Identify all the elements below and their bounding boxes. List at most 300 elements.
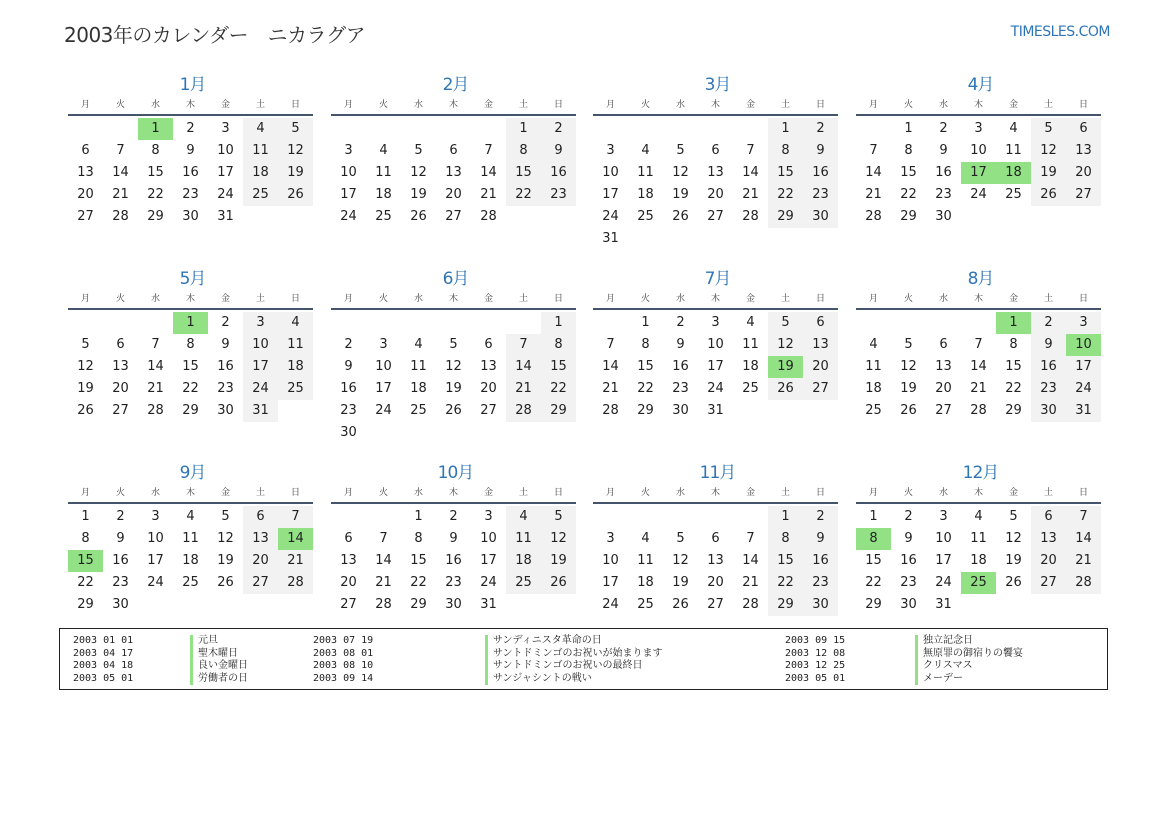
day-cell[interactable]: 3 [221,121,230,136]
day-cell[interactable]: 2 [449,509,458,524]
day-cell[interactable]: 28 [278,572,313,594]
day-cell[interactable]: 7 [278,506,313,528]
day-cell[interactable]: 23 [112,575,129,590]
day-cell[interactable]: 12 [672,553,689,568]
day-cell[interactable]: 29 [900,209,917,224]
day-cell[interactable]: 29 [1005,403,1022,418]
day-cell[interactable]: 24 [147,575,164,590]
day-cell[interactable]: 16 [340,381,357,396]
day-cell[interactable]: 29 [147,209,164,224]
day-cell[interactable]: 7 [869,143,878,158]
day-cell[interactable]: 20 [803,356,838,378]
day-cell[interactable]: 19 [672,187,689,202]
day-cell[interactable]: 19 [672,575,689,590]
day-cell[interactable]: 3 [974,121,983,136]
day-cell[interactable]: 6 [1066,118,1101,140]
day-cell[interactable]: 4 [506,506,541,528]
day-cell[interactable]: 28 [375,597,392,612]
day-cell[interactable]: 12 [672,165,689,180]
day-cell[interactable]: 21 [506,378,541,400]
day-cell[interactable]: 8 [1009,337,1018,352]
day-cell[interactable]: 14 [865,165,882,180]
day-cell[interactable]: 5 [541,506,576,528]
day-cell[interactable]: 6 [803,312,838,334]
day-cell[interactable]: 9 [221,337,230,352]
day-cell[interactable]: 28 [1066,572,1101,594]
day-cell[interactable]: 11 [182,531,199,546]
day-cell[interactable]: 14 [506,356,541,378]
day-cell[interactable]: 12 [1005,531,1022,546]
day-cell[interactable]: 28 [480,209,497,224]
day-cell[interactable]: 22 [1005,381,1022,396]
day-cell[interactable]: 1 [81,509,90,524]
day-cell[interactable]: 4 [641,531,650,546]
day-cell[interactable]: 10 [970,143,987,158]
day-cell[interactable]: 9 [1031,334,1066,356]
day-cell[interactable]: 5 [414,143,423,158]
day-cell[interactable]: 30 [445,597,462,612]
day-cell[interactable]: 6 [484,337,493,352]
day-cell[interactable]: 23 [803,572,838,594]
day-cell[interactable]: 30 [112,597,129,612]
day-cell[interactable]: 9 [803,528,838,550]
day-cell[interactable]: 24 [602,597,619,612]
day-cell[interactable]: 9 [904,531,913,546]
day-cell[interactable]: 25 [637,209,654,224]
day-cell[interactable]: 31 [707,403,724,418]
day-cell[interactable]: 3 [939,509,948,524]
day-cell[interactable]: 7 [606,337,615,352]
day-cell[interactable]: 14 [602,359,619,374]
day-cell[interactable]: 27 [243,572,278,594]
day-cell[interactable]: 21 [865,187,882,202]
day-cell[interactable]: 18 [375,187,392,202]
day-cell[interactable]: 14 [147,359,164,374]
day-cell[interactable]: 29 [410,597,427,612]
holiday-day-cell[interactable]: 15 [68,550,103,572]
day-cell[interactable]: 5 [676,531,685,546]
day-cell[interactable]: 21 [278,550,313,572]
day-cell[interactable]: 19 [541,550,576,572]
day-cell[interactable]: 21 [970,381,987,396]
day-cell[interactable]: 4 [243,118,278,140]
day-cell[interactable]: 28 [147,403,164,418]
day-cell[interactable]: 5 [221,509,230,524]
day-cell[interactable]: 12 [900,359,917,374]
day-cell[interactable]: 13 [112,359,129,374]
day-cell[interactable]: 2 [541,118,576,140]
day-cell[interactable]: 2 [221,315,230,330]
day-cell[interactable]: 9 [344,359,353,374]
day-cell[interactable]: 27 [112,403,129,418]
day-cell[interactable]: 28 [112,209,129,224]
day-cell[interactable]: 6 [243,506,278,528]
day-cell[interactable]: 9 [939,143,948,158]
day-cell[interactable]: 1 [869,509,878,524]
day-cell[interactable]: 24 [970,187,987,202]
day-cell[interactable]: 22 [77,575,94,590]
day-cell[interactable]: 2 [904,509,913,524]
day-cell[interactable]: 15 [1005,359,1022,374]
day-cell[interactable]: 11 [742,337,759,352]
day-cell[interactable]: 22 [637,381,654,396]
day-cell[interactable]: 14 [112,165,129,180]
day-cell[interactable]: 12 [278,140,313,162]
day-cell[interactable]: 15 [900,165,917,180]
day-cell[interactable]: 7 [484,143,493,158]
day-cell[interactable]: 27 [340,597,357,612]
day-cell[interactable]: 4 [746,315,755,330]
day-cell[interactable]: 5 [81,337,90,352]
holiday-day-cell[interactable]: 14 [278,528,313,550]
day-cell[interactable]: 22 [768,572,803,594]
day-cell[interactable]: 17 [602,187,619,202]
day-cell[interactable]: 25 [742,381,759,396]
day-cell[interactable]: 6 [711,531,720,546]
day-cell[interactable]: 16 [900,553,917,568]
day-cell[interactable]: 20 [112,381,129,396]
day-cell[interactable]: 22 [506,184,541,206]
day-cell[interactable]: 16 [541,162,576,184]
day-cell[interactable]: 3 [484,509,493,524]
day-cell[interactable]: 31 [935,597,952,612]
day-cell[interactable]: 24 [340,209,357,224]
day-cell[interactable]: 19 [900,381,917,396]
day-cell[interactable]: 29 [182,403,199,418]
day-cell[interactable]: 10 [217,143,234,158]
day-cell[interactable]: 23 [541,184,576,206]
day-cell[interactable]: 11 [1005,143,1022,158]
day-cell[interactable]: 14 [970,359,987,374]
day-cell[interactable]: 30 [1031,400,1066,422]
holiday-day-cell[interactable]: 8 [856,528,891,550]
day-cell[interactable]: 27 [707,597,724,612]
day-cell[interactable]: 7 [506,334,541,356]
day-cell[interactable]: 25 [182,575,199,590]
day-cell[interactable]: 17 [935,553,952,568]
day-cell[interactable]: 24 [243,378,278,400]
day-cell[interactable]: 3 [606,143,615,158]
day-cell[interactable]: 17 [340,187,357,202]
day-cell[interactable]: 28 [742,597,759,612]
day-cell[interactable]: 18 [637,575,654,590]
day-cell[interactable]: 24 [1066,378,1101,400]
day-cell[interactable]: 23 [182,187,199,202]
day-cell[interactable]: 18 [410,381,427,396]
day-cell[interactable]: 21 [147,381,164,396]
day-cell[interactable]: 21 [742,575,759,590]
day-cell[interactable]: 6 [1031,506,1066,528]
day-cell[interactable]: 29 [637,403,654,418]
day-cell[interactable]: 26 [1031,184,1066,206]
day-cell[interactable]: 26 [77,403,94,418]
day-cell[interactable]: 17 [707,359,724,374]
day-cell[interactable]: 22 [410,575,427,590]
day-cell[interactable]: 3 [606,531,615,546]
day-cell[interactable]: 6 [81,143,90,158]
day-cell[interactable]: 15 [768,550,803,572]
day-cell[interactable]: 19 [445,381,462,396]
day-cell[interactable]: 10 [480,531,497,546]
day-cell[interactable]: 18 [278,356,313,378]
day-cell[interactable]: 13 [243,528,278,550]
day-cell[interactable]: 7 [1066,506,1101,528]
day-cell[interactable]: 4 [278,312,313,334]
day-cell[interactable]: 7 [379,531,388,546]
day-cell[interactable]: 15 [541,356,576,378]
day-cell[interactable]: 21 [1066,550,1101,572]
day-cell[interactable]: 20 [1066,162,1101,184]
day-cell[interactable]: 24 [217,187,234,202]
day-cell[interactable]: 2 [116,509,125,524]
holiday-day-cell[interactable]: 17 [961,162,996,184]
day-cell[interactable]: 30 [182,209,199,224]
day-cell[interactable]: 3 [344,143,353,158]
day-cell[interactable]: 28 [506,400,541,422]
day-cell[interactable]: 30 [217,403,234,418]
day-cell[interactable]: 5 [904,337,913,352]
day-cell[interactable]: 16 [217,359,234,374]
day-cell[interactable]: 14 [480,165,497,180]
day-cell[interactable]: 2 [939,121,948,136]
day-cell[interactable]: 20 [445,187,462,202]
day-cell[interactable]: 12 [768,334,803,356]
day-cell[interactable]: 7 [151,337,160,352]
day-cell[interactable]: 1 [506,118,541,140]
day-cell[interactable]: 14 [375,553,392,568]
day-cell[interactable]: 26 [410,209,427,224]
day-cell[interactable]: 10 [707,337,724,352]
day-cell[interactable]: 29 [77,597,94,612]
day-cell[interactable]: 27 [707,209,724,224]
day-cell[interactable]: 16 [112,553,129,568]
day-cell[interactable]: 28 [865,209,882,224]
day-cell[interactable]: 10 [602,553,619,568]
day-cell[interactable]: 17 [602,575,619,590]
day-cell[interactable]: 21 [112,187,129,202]
day-cell[interactable]: 4 [641,143,650,158]
day-cell[interactable]: 18 [637,187,654,202]
day-cell[interactable]: 8 [541,334,576,356]
day-cell[interactable]: 28 [602,403,619,418]
day-cell[interactable]: 13 [707,553,724,568]
day-cell[interactable]: 15 [768,162,803,184]
day-cell[interactable]: 4 [414,337,423,352]
day-cell[interactable]: 2 [803,506,838,528]
day-cell[interactable]: 7 [746,143,755,158]
day-cell[interactable]: 1 [768,118,803,140]
day-cell[interactable]: 22 [768,184,803,206]
day-cell[interactable]: 15 [865,553,882,568]
day-cell[interactable]: 26 [217,575,234,590]
day-cell[interactable]: 25 [865,403,882,418]
day-cell[interactable]: 16 [672,359,689,374]
day-cell[interactable]: 3 [711,315,720,330]
day-cell[interactable]: 4 [869,337,878,352]
day-cell[interactable]: 19 [278,162,313,184]
day-cell[interactable]: 27 [935,403,952,418]
day-cell[interactable]: 3 [379,337,388,352]
day-cell[interactable]: 26 [541,572,576,594]
day-cell[interactable]: 8 [768,528,803,550]
day-cell[interactable]: 14 [1066,528,1101,550]
day-cell[interactable]: 10 [602,165,619,180]
day-cell[interactable]: 25 [278,378,313,400]
day-cell[interactable]: 31 [243,400,278,422]
day-cell[interactable]: 11 [243,140,278,162]
day-cell[interactable]: 22 [900,187,917,202]
day-cell[interactable]: 10 [935,531,952,546]
day-cell[interactable]: 18 [865,381,882,396]
day-cell[interactable]: 2 [186,121,195,136]
day-cell[interactable]: 16 [803,162,838,184]
day-cell[interactable]: 23 [672,381,689,396]
day-cell[interactable]: 12 [410,165,427,180]
holiday-day-cell[interactable]: 1 [173,312,208,334]
day-cell[interactable]: 15 [147,165,164,180]
day-cell[interactable]: 31 [480,597,497,612]
day-cell[interactable]: 6 [344,531,353,546]
day-cell[interactable]: 11 [375,165,392,180]
day-cell[interactable]: 26 [445,403,462,418]
day-cell[interactable]: 13 [480,359,497,374]
day-cell[interactable]: 12 [77,359,94,374]
day-cell[interactable]: 23 [340,403,357,418]
day-cell[interactable]: 20 [243,550,278,572]
day-cell[interactable]: 23 [217,381,234,396]
day-cell[interactable]: 19 [217,553,234,568]
day-cell[interactable]: 13 [445,165,462,180]
day-cell[interactable]: 18 [970,553,987,568]
holiday-day-cell[interactable]: 1 [996,312,1031,334]
day-cell[interactable]: 24 [480,575,497,590]
day-cell[interactable]: 16 [445,553,462,568]
day-cell[interactable]: 18 [742,359,759,374]
day-cell[interactable]: 25 [243,184,278,206]
day-cell[interactable]: 4 [1009,121,1018,136]
day-cell[interactable]: 11 [637,165,654,180]
day-cell[interactable]: 21 [375,575,392,590]
day-cell[interactable]: 1 [641,315,650,330]
day-cell[interactable]: 11 [506,528,541,550]
day-cell[interactable]: 18 [243,162,278,184]
day-cell[interactable]: 18 [182,553,199,568]
day-cell[interactable]: 30 [900,597,917,612]
day-cell[interactable]: 11 [410,359,427,374]
day-cell[interactable]: 1 [414,509,423,524]
day-cell[interactable]: 1 [541,312,576,334]
day-cell[interactable]: 29 [865,597,882,612]
day-cell[interactable]: 16 [935,165,952,180]
day-cell[interactable]: 5 [768,312,803,334]
day-cell[interactable]: 5 [1031,118,1066,140]
day-cell[interactable]: 24 [707,381,724,396]
day-cell[interactable]: 24 [375,403,392,418]
day-cell[interactable]: 15 [506,162,541,184]
day-cell[interactable]: 10 [243,334,278,356]
day-cell[interactable]: 20 [1031,550,1066,572]
day-cell[interactable]: 18 [506,550,541,572]
day-cell[interactable]: 27 [1066,184,1101,206]
day-cell[interactable]: 10 [340,165,357,180]
day-cell[interactable]: 13 [1066,140,1101,162]
day-cell[interactable]: 25 [1005,187,1022,202]
holiday-day-cell[interactable]: 25 [961,572,996,594]
day-cell[interactable]: 16 [182,165,199,180]
day-cell[interactable]: 17 [1066,356,1101,378]
day-cell[interactable]: 1 [768,506,803,528]
day-cell[interactable]: 15 [410,553,427,568]
day-cell[interactable]: 3 [243,312,278,334]
day-cell[interactable]: 20 [935,381,952,396]
day-cell[interactable]: 8 [768,140,803,162]
day-cell[interactable]: 9 [676,337,685,352]
holiday-day-cell[interactable]: 1 [138,118,173,140]
day-cell[interactable]: 25 [375,209,392,224]
day-cell[interactable]: 22 [182,381,199,396]
day-cell[interactable]: 22 [865,575,882,590]
day-cell[interactable]: 13 [707,165,724,180]
day-cell[interactable]: 9 [803,140,838,162]
day-cell[interactable]: 12 [1031,140,1066,162]
day-cell[interactable]: 7 [974,337,983,352]
day-cell[interactable]: 13 [77,165,94,180]
day-cell[interactable]: 26 [278,184,313,206]
day-cell[interactable]: 6 [116,337,125,352]
day-cell[interactable]: 22 [147,187,164,202]
day-cell[interactable]: 24 [602,209,619,224]
day-cell[interactable]: 2 [676,315,685,330]
holiday-day-cell[interactable]: 18 [996,162,1031,184]
day-cell[interactable]: 13 [935,359,952,374]
site-link[interactable]: TIMESLES.COM [1010,24,1110,40]
day-cell[interactable]: 30 [672,403,689,418]
day-cell[interactable]: 9 [116,531,125,546]
day-cell[interactable]: 28 [742,209,759,224]
day-cell[interactable]: 23 [803,184,838,206]
day-cell[interactable]: 16 [1031,356,1066,378]
day-cell[interactable]: 2 [803,118,838,140]
day-cell[interactable]: 23 [935,187,952,202]
day-cell[interactable]: 8 [641,337,650,352]
day-cell[interactable]: 20 [480,381,497,396]
day-cell[interactable]: 17 [243,356,278,378]
day-cell[interactable]: 27 [445,209,462,224]
day-cell[interactable]: 20 [707,187,724,202]
day-cell[interactable]: 12 [217,531,234,546]
day-cell[interactable]: 1 [904,121,913,136]
day-cell[interactable]: 11 [278,334,313,356]
day-cell[interactable]: 24 [935,575,952,590]
day-cell[interactable]: 9 [541,140,576,162]
holiday-day-cell[interactable]: 10 [1066,334,1101,356]
day-cell[interactable]: 6 [449,143,458,158]
day-cell[interactable]: 27 [77,209,94,224]
day-cell[interactable]: 8 [904,143,913,158]
day-cell[interactable]: 9 [186,143,195,158]
day-cell[interactable]: 10 [375,359,392,374]
day-cell[interactable]: 12 [445,359,462,374]
day-cell[interactable]: 30 [803,594,838,616]
day-cell[interactable]: 31 [1066,400,1101,422]
day-cell[interactable]: 14 [742,553,759,568]
day-cell[interactable]: 26 [672,209,689,224]
day-cell[interactable]: 8 [506,140,541,162]
day-cell[interactable]: 25 [410,403,427,418]
day-cell[interactable]: 20 [340,575,357,590]
day-cell[interactable]: 27 [480,403,497,418]
day-cell[interactable]: 25 [506,572,541,594]
